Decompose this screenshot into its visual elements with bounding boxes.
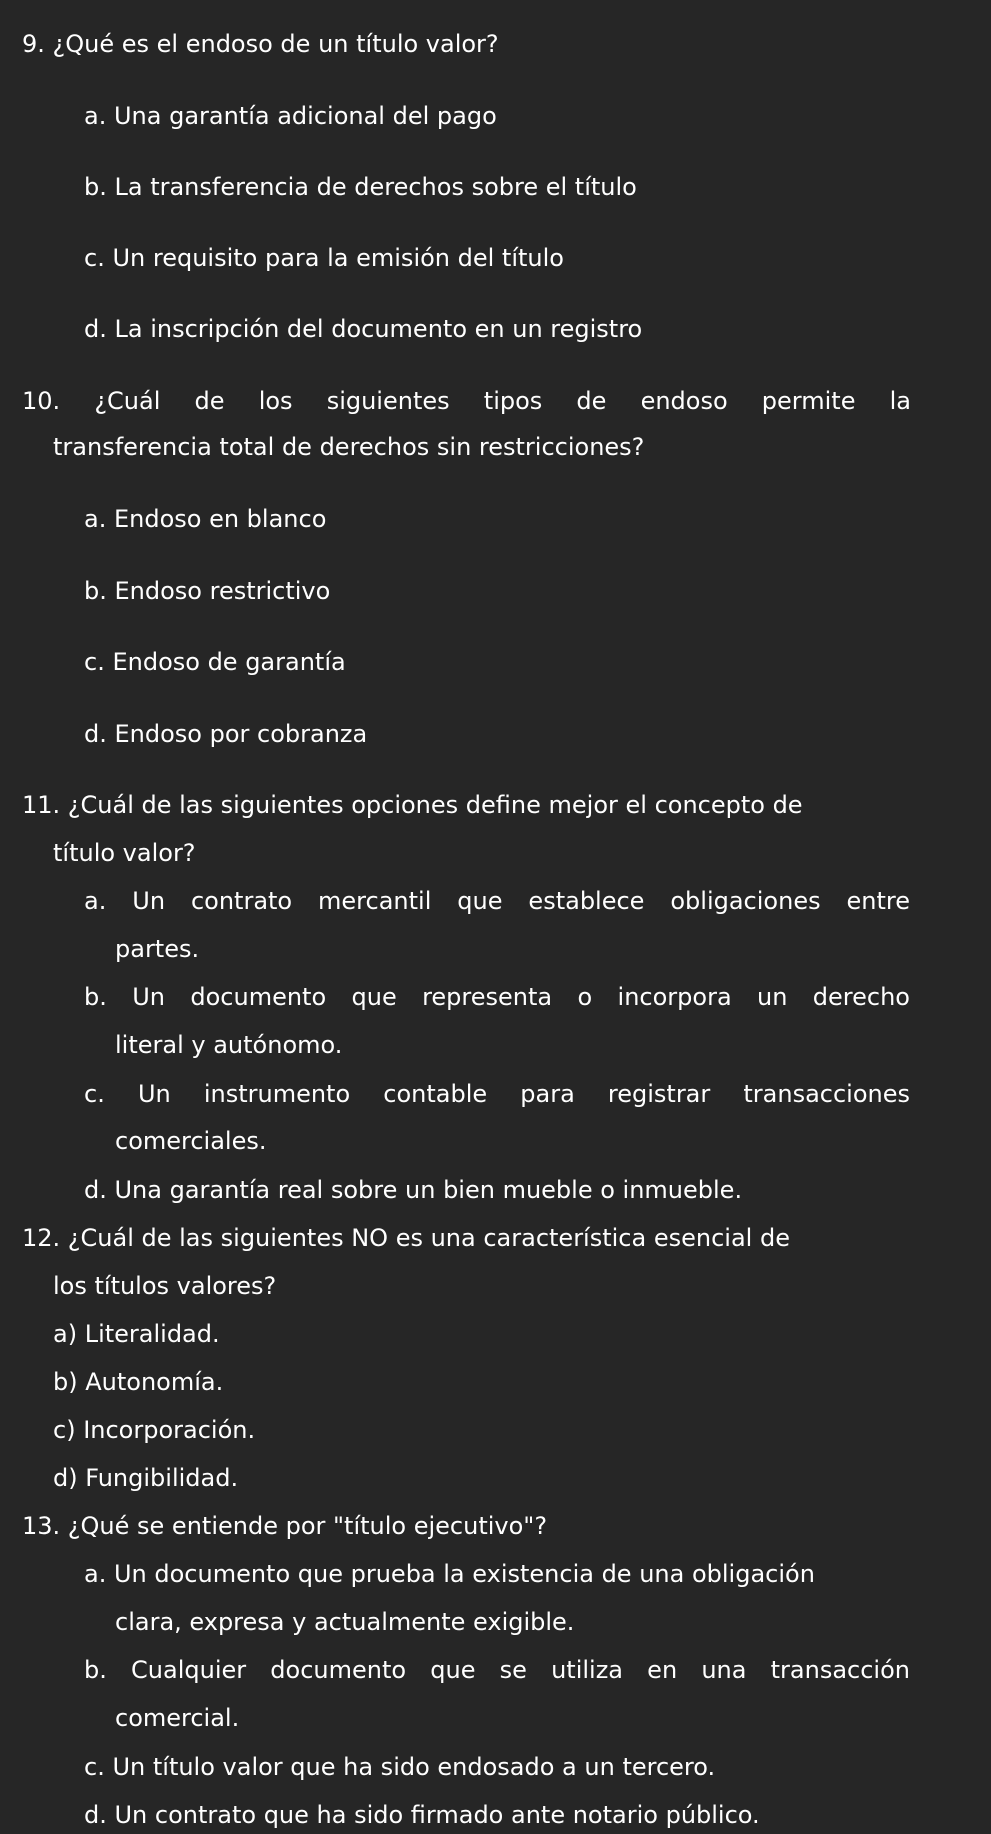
question-12-option-a[interactable]: a) Literalidad. <box>53 1320 220 1348</box>
question-9-option-a[interactable]: a. Una garantía adicional del pago <box>84 102 497 130</box>
question-10-text: 10. ¿Cuál de los siguientes tipos de endoso permite la <box>22 387 911 415</box>
question-11-option-b-cont[interactable]: literal y autónomo. <box>115 1031 343 1059</box>
question-11-option-a-cont[interactable]: partes. <box>115 935 200 963</box>
question-11-text: 11. ¿Cuál de las siguientes opciones define mejor el concepto de <box>22 791 803 819</box>
question-11-option-d[interactable]: d. Una garantía real sobre un bien mueble o inmueble. <box>84 1176 743 1204</box>
question-9-option-d[interactable]: d. La inscripción del documento en un registro <box>84 315 643 343</box>
question-11-option-b[interactable]: b. Un documento que representa o incorpora un derecho <box>84 983 910 1011</box>
question-12-option-d[interactable]: d) Fungibilidad. <box>53 1464 239 1492</box>
question-13-option-b[interactable]: b. Cualquier documento que se utiliza en una transacción <box>84 1656 910 1684</box>
question-10-option-c[interactable]: c. Endoso de garantía <box>84 648 346 676</box>
question-10-option-b[interactable]: b. Endoso restrictivo <box>84 577 331 605</box>
question-12-option-c[interactable]: c) Incorporación. <box>53 1416 256 1444</box>
question-11-option-c-cont[interactable]: comerciales. <box>115 1127 267 1155</box>
question-12-option-b[interactable]: b) Autonomía. <box>53 1368 224 1396</box>
question-9-option-b[interactable]: b. La transferencia de derechos sobre el título <box>84 173 637 201</box>
question-10-option-a[interactable]: a. Endoso en blanco <box>84 505 327 533</box>
question-9-option-c[interactable]: c. Un requisito para la emisión del título <box>84 244 564 272</box>
question-11-option-a[interactable]: a. Un contrato mercantil que establece obligaciones entre <box>84 887 910 915</box>
question-11-text-cont: título valor? <box>53 839 196 867</box>
question-10-option-d[interactable]: d. Endoso por cobranza <box>84 720 368 748</box>
question-9-text: 9. ¿Qué es el endoso de un título valor? <box>22 30 499 58</box>
question-11-option-c[interactable]: c. Un instrumento contable para registrar transacciones <box>84 1080 910 1108</box>
question-12-text-cont: los títulos valores? <box>53 1272 277 1300</box>
question-13-option-d[interactable]: d. Un contrato que ha sido firmado ante notario público. <box>84 1801 760 1829</box>
question-12-text: 12. ¿Cuál de las siguientes NO es una característica esencial de <box>22 1224 790 1252</box>
question-13-option-a-cont[interactable]: clara, expresa y actualmente exigible. <box>115 1608 575 1636</box>
question-13-option-b-cont[interactable]: comercial. <box>115 1704 240 1732</box>
question-13-option-a[interactable]: a. Un documento que prueba la existencia de una obligación <box>84 1560 815 1588</box>
question-10-text-cont: transferencia total de derechos sin restricciones? <box>53 433 645 461</box>
question-13-option-c[interactable]: c. Un título valor que ha sido endosado a un tercero. <box>84 1753 716 1781</box>
question-13-text: 13. ¿Qué se entiende por "título ejecutivo"? <box>22 1512 548 1540</box>
